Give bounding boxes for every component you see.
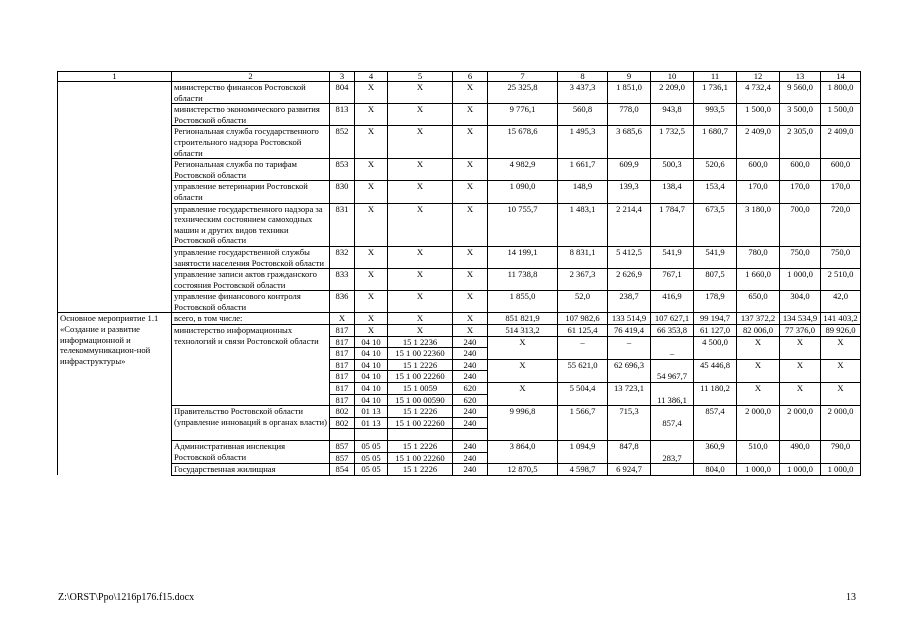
table-cell: 490,0 xyxy=(780,441,821,464)
table-cell: 5 412,5 xyxy=(608,246,651,268)
table-cell: 3 864,0 xyxy=(488,441,558,464)
table-cell: 1 500,0 xyxy=(821,104,861,126)
header-cell: 3 xyxy=(330,72,355,82)
table-cell: 54 967,7 xyxy=(651,359,694,382)
table-cell xyxy=(58,126,172,159)
table-cell: X xyxy=(780,336,821,359)
table-cell: X xyxy=(388,159,453,181)
table-cell: 836 xyxy=(330,291,355,313)
table-cell: 802 xyxy=(330,417,355,429)
table-cell: управление государственной службы занятости населения Ростовской области xyxy=(172,246,330,268)
table-row xyxy=(58,181,861,203)
table-cell: 720,0 xyxy=(821,203,861,246)
table-cell: 3 437,3 xyxy=(558,82,608,104)
table-cell xyxy=(58,159,172,181)
table-cell: 1 732,5 xyxy=(651,126,694,159)
table-cell: 61 125,4 xyxy=(558,325,608,337)
table-cell: 240 xyxy=(453,348,488,360)
table-cell: 61 127,0 xyxy=(694,325,737,337)
table-cell: 240 xyxy=(453,452,488,464)
table-cell: 45 446,8 xyxy=(694,359,737,382)
table-cell: 240 xyxy=(453,359,488,371)
table-cell: 134 534,9 xyxy=(780,313,821,325)
table-cell: 89 926,0 xyxy=(821,325,861,337)
header-cell: 9 xyxy=(608,72,651,82)
table-cell: X xyxy=(453,291,488,313)
table-cell: 15 1 2226 xyxy=(388,464,453,476)
table-cell: 15 1 0059 xyxy=(388,383,453,395)
header-cell: 6 xyxy=(453,72,488,82)
table-cell: 851 821,9 xyxy=(488,313,558,325)
table-cell: 857 xyxy=(330,452,355,464)
table-cell: X xyxy=(453,269,488,291)
table-cell: X xyxy=(453,82,488,104)
table-cell xyxy=(58,246,172,268)
table-cell: 138,4 xyxy=(651,181,694,203)
ministry-rows xyxy=(58,82,861,313)
table-cell: 767,1 xyxy=(651,269,694,291)
table-cell: X xyxy=(355,269,388,291)
table-cell: 05 05 xyxy=(355,464,388,476)
table-cell: 650,0 xyxy=(737,291,780,313)
table-cell xyxy=(330,429,355,441)
table-cell: 600,0 xyxy=(780,159,821,181)
measure-total-row xyxy=(58,313,861,325)
table-cell: X xyxy=(780,359,821,382)
table-cell: 76 419,4 xyxy=(608,325,651,337)
table-cell: 3 685,6 xyxy=(608,126,651,159)
table-cell xyxy=(58,104,172,126)
header-cell: 5 xyxy=(388,72,453,82)
table-cell: X xyxy=(737,336,780,359)
table-cell: 13 723,1 xyxy=(608,383,651,406)
table-cell: 99 194,7 xyxy=(694,313,737,325)
table-cell: X xyxy=(355,104,388,126)
table-cell: 1 661,7 xyxy=(558,159,608,181)
table-cell: 10 755,7 xyxy=(488,203,558,246)
table-cell: X xyxy=(488,383,558,406)
table-cell: 790,0 xyxy=(821,441,861,464)
table-cell: 11 738,8 xyxy=(488,269,558,291)
table-cell xyxy=(388,429,453,441)
table-cell: 15 1 2236 xyxy=(388,336,453,348)
table-cell: 1 784,7 xyxy=(651,203,694,246)
table-cell: 55 621,0 xyxy=(558,359,608,382)
table-cell: 600,0 xyxy=(737,159,780,181)
table-cell: 2 367,3 xyxy=(558,269,608,291)
footer-file-path: Z:\ORST\Ppo\1216p176.f15.docx xyxy=(58,592,195,603)
table-cell: 12 870,5 xyxy=(488,464,558,476)
table-cell: 360,9 xyxy=(694,441,737,464)
table-cell: 700,0 xyxy=(780,203,821,246)
agency-label: Правительство Ростовской области (управление инноваций в органах власти) xyxy=(172,406,330,441)
table-cell: 77 376,0 xyxy=(780,325,821,337)
table-cell: 04 10 xyxy=(355,336,388,348)
table-cell: 11 386,1 xyxy=(651,383,694,406)
table-cell: 107 982,6 xyxy=(558,313,608,325)
table-cell: 500,3 xyxy=(651,159,694,181)
table-cell: 830 xyxy=(330,181,355,203)
table-cell: 5 504,4 xyxy=(558,383,608,406)
table-cell: X xyxy=(388,104,453,126)
header-row xyxy=(58,72,861,82)
table-cell: 2 000,0 xyxy=(737,406,780,441)
table-cell: 15 678,6 xyxy=(488,126,558,159)
table-cell: 04 10 xyxy=(355,371,388,383)
table-cell: 831 xyxy=(330,203,355,246)
table-cell: 15 1 2226 xyxy=(388,359,453,371)
table-cell: X xyxy=(453,325,488,337)
table-cell: 943,8 xyxy=(651,104,694,126)
table-cell: 107 627,1 xyxy=(651,313,694,325)
table-cell: X xyxy=(488,359,558,382)
table-cell: 240 xyxy=(453,464,488,476)
table-cell: 2 626,9 xyxy=(608,269,651,291)
table-row xyxy=(58,325,861,337)
table-cell: 82 006,0 xyxy=(737,325,780,337)
measure-name: Основное мероприятие 1.1 «Создание и развитие информационной и телекоммуникацион-ной инфраструктуры» xyxy=(58,313,172,475)
table-cell: управление ветеринарии Ростовской области xyxy=(172,181,330,203)
measure-rows xyxy=(58,313,861,475)
table-cell: министерство экономического развития Ростовской области xyxy=(172,104,330,126)
table-cell: 1 483,1 xyxy=(558,203,608,246)
table-cell: X xyxy=(388,203,453,246)
table-cell: 857 xyxy=(330,441,355,453)
table-cell xyxy=(453,429,488,441)
table-cell: 66 353,8 xyxy=(651,325,694,337)
table-row xyxy=(58,126,861,159)
table-cell: 1 851,0 xyxy=(608,82,651,104)
table-cell: 541,9 xyxy=(651,246,694,268)
table-row xyxy=(58,406,861,418)
table-cell: X xyxy=(453,159,488,181)
table-cell: 283,7 xyxy=(651,441,694,464)
table-cell: 857,4 xyxy=(694,406,737,441)
table-cell: 1 090,0 xyxy=(488,181,558,203)
table-cell: X xyxy=(355,325,388,337)
table-row xyxy=(58,246,861,268)
table-cell: 832 xyxy=(330,246,355,268)
table-cell: 2 409,0 xyxy=(737,126,780,159)
table-cell: 4 982,9 xyxy=(488,159,558,181)
table-cell: 2 409,0 xyxy=(821,126,861,159)
header-cell: 12 xyxy=(737,72,780,82)
header-cell: 14 xyxy=(821,72,861,82)
table-cell: 4 732,4 xyxy=(737,82,780,104)
table-cell: 807,5 xyxy=(694,269,737,291)
table-cell: 141 403,2 xyxy=(821,313,861,325)
table-cell: 139,3 xyxy=(608,181,651,203)
table-cell: 541,9 xyxy=(694,246,737,268)
table-cell: 15 1 2226 xyxy=(388,406,453,418)
table-cell: 05 05 xyxy=(355,452,388,464)
table-cell: 15 1 00 00590 xyxy=(388,394,453,406)
header-cell: 11 xyxy=(694,72,737,82)
table-cell: X xyxy=(821,336,861,359)
table-cell: 1 680,7 xyxy=(694,126,737,159)
table-cell: X xyxy=(453,181,488,203)
table-cell: 600,0 xyxy=(821,159,861,181)
page-number: 13 xyxy=(846,592,856,603)
table-cell: X xyxy=(388,291,453,313)
table-cell: 817 xyxy=(330,325,355,337)
table-cell: 802 xyxy=(330,406,355,418)
table-cell: 416,9 xyxy=(651,291,694,313)
table-cell: 750,0 xyxy=(780,246,821,268)
table-cell: 1 000,0 xyxy=(780,464,821,476)
table-cell: 04 10 xyxy=(355,394,388,406)
table-cell: – xyxy=(651,336,694,359)
table-cell: 2 000,0 xyxy=(780,406,821,441)
table-cell: Государственная жилищная xyxy=(172,464,330,476)
table-cell: 4 500,0 xyxy=(694,336,737,359)
table-cell: 1 500,0 xyxy=(737,104,780,126)
table-cell: управление финансового контроля Ростовской области xyxy=(172,291,330,313)
table-cell: X xyxy=(330,313,355,325)
table-cell: Региональная служба по тарифам Ростовской области xyxy=(172,159,330,181)
table-cell: 14 199,1 xyxy=(488,246,558,268)
table-cell: 1 800,0 xyxy=(821,82,861,104)
table-cell: 9 776,1 xyxy=(488,104,558,126)
table-cell: 1 000,0 xyxy=(780,269,821,291)
table-cell: 2 510,0 xyxy=(821,269,861,291)
table-cell: X xyxy=(453,313,488,325)
table-cell: 9 996,8 xyxy=(488,406,558,441)
table-cell: X xyxy=(355,291,388,313)
header-cell: 13 xyxy=(780,72,821,82)
table-cell: 780,0 xyxy=(737,246,780,268)
table-cell: X xyxy=(355,246,388,268)
table-cell: 817 xyxy=(330,394,355,406)
table-row xyxy=(58,441,861,453)
budget-table xyxy=(57,71,861,476)
table-cell: 514 313,2 xyxy=(488,325,558,337)
budget-table-sheet xyxy=(57,71,860,476)
table-cell: 1 855,0 xyxy=(488,291,558,313)
table-cell: X xyxy=(388,325,453,337)
table-cell: X xyxy=(355,181,388,203)
table-cell: X xyxy=(388,126,453,159)
table-cell: 240 xyxy=(453,417,488,429)
table-cell: 1 566,7 xyxy=(558,406,608,441)
table-cell: 510,0 xyxy=(737,441,780,464)
table-cell: 560,8 xyxy=(558,104,608,126)
table-cell: X xyxy=(355,203,388,246)
table-cell: 238,7 xyxy=(608,291,651,313)
table-cell: 817 xyxy=(330,359,355,371)
table-cell: 3 180,0 xyxy=(737,203,780,246)
table-cell: X xyxy=(453,203,488,246)
table-cell: 1 736,1 xyxy=(694,82,737,104)
table-cell: Региональная служба государственного строительного надзора Ростовской области xyxy=(172,126,330,159)
header-cell: 2 xyxy=(172,72,330,82)
table-cell: 9 560,0 xyxy=(780,82,821,104)
table-cell: 11 180,2 xyxy=(694,383,737,406)
header-cell: 8 xyxy=(558,72,608,82)
table-cell: X xyxy=(453,246,488,268)
table-cell: 240 xyxy=(453,336,488,348)
table-cell: X xyxy=(821,383,861,406)
table-cell: 170,0 xyxy=(780,181,821,203)
agency-label: Административная инспекция Ростовской области xyxy=(172,441,330,464)
table-cell: 133 514,9 xyxy=(608,313,651,325)
table-cell: X xyxy=(388,82,453,104)
table-cell: 01 13 xyxy=(355,417,388,429)
header-cell: 1 xyxy=(58,72,172,82)
table-cell: 15 1 00 22260 xyxy=(388,452,453,464)
table-cell xyxy=(355,429,388,441)
table-cell: X xyxy=(488,336,558,359)
table-cell: 673,5 xyxy=(694,203,737,246)
table-cell: 178,9 xyxy=(694,291,737,313)
table-row xyxy=(58,291,861,313)
table-cell: 240 xyxy=(453,441,488,453)
table-cell: 04 10 xyxy=(355,348,388,360)
table-cell xyxy=(651,464,694,476)
table-cell: 804,0 xyxy=(694,464,737,476)
table-cell: 847,8 xyxy=(608,441,651,464)
table-cell: 62 696,3 xyxy=(608,359,651,382)
table-cell: 148,9 xyxy=(558,181,608,203)
table-cell: X xyxy=(453,126,488,159)
table-cell: 620 xyxy=(453,394,488,406)
table-cell: 170,0 xyxy=(821,181,861,203)
table-cell: 170,0 xyxy=(737,181,780,203)
table-cell: 817 xyxy=(330,348,355,360)
table-cell: 15 1 00 22260 xyxy=(388,371,453,383)
table-cell: X xyxy=(355,159,388,181)
table-cell: 01 13 xyxy=(355,406,388,418)
table-cell: 817 xyxy=(330,383,355,395)
table-cell: X xyxy=(780,383,821,406)
table-cell xyxy=(58,269,172,291)
table-cell: 2 000,0 xyxy=(821,406,861,441)
table-row xyxy=(58,82,861,104)
table-cell: 137 372,2 xyxy=(737,313,780,325)
table-cell: 857,4 xyxy=(651,406,694,441)
table-cell: 853 xyxy=(330,159,355,181)
table-cell xyxy=(58,82,172,104)
header-cell: 4 xyxy=(355,72,388,82)
table-cell: X xyxy=(388,269,453,291)
table-cell: 05 05 xyxy=(355,441,388,453)
table-cell xyxy=(58,181,172,203)
table-cell: X xyxy=(453,104,488,126)
table-cell: 6 924,7 xyxy=(608,464,651,476)
table-cell: 854 xyxy=(330,464,355,476)
table-row xyxy=(58,269,861,291)
table-cell: 2 214,4 xyxy=(608,203,651,246)
table-cell: 15 1 2226 xyxy=(388,441,453,453)
table-cell: X xyxy=(388,313,453,325)
table-cell: X xyxy=(355,313,388,325)
table-cell: X xyxy=(388,181,453,203)
table-cell: 750,0 xyxy=(821,246,861,268)
table-row xyxy=(58,104,861,126)
table-cell: 3 500,0 xyxy=(780,104,821,126)
table-cell: X xyxy=(388,246,453,268)
table-cell: 1 495,3 xyxy=(558,126,608,159)
header-cell: 7 xyxy=(488,72,558,82)
table-cell: 817 xyxy=(330,371,355,383)
table-cell: 817 xyxy=(330,336,355,348)
table-cell: управление государственного надзора за техническим состоянием самоходных машин и других видов техники Ростовской области xyxy=(172,203,330,246)
table-cell: 2 209,0 xyxy=(651,82,694,104)
table-cell: X xyxy=(737,383,780,406)
table-cell: 609,9 xyxy=(608,159,651,181)
table-row xyxy=(58,464,861,476)
table-cell: 04 10 xyxy=(355,383,388,395)
table-row xyxy=(58,203,861,246)
table-cell: всего, в том числе: xyxy=(172,313,330,325)
table-cell: – xyxy=(558,336,608,359)
table-cell: 833 xyxy=(330,269,355,291)
table-cell xyxy=(58,203,172,246)
table-cell: 25 325,8 xyxy=(488,82,558,104)
table-cell: 1 660,0 xyxy=(737,269,780,291)
table-cell: 1 000,0 xyxy=(737,464,780,476)
agency-label: министерство информационных технологий и связи Ростовской области xyxy=(172,325,330,406)
table-cell: X xyxy=(821,359,861,382)
table-cell: 4 598,7 xyxy=(558,464,608,476)
table-cell: 52,0 xyxy=(558,291,608,313)
table-row xyxy=(58,159,861,181)
table-cell: 04 10 xyxy=(355,359,388,371)
table-cell xyxy=(58,291,172,313)
table-cell: 42,0 xyxy=(821,291,861,313)
table-cell: 620 xyxy=(453,383,488,395)
table-cell: X xyxy=(355,126,388,159)
table-cell: 15 1 00 22260 xyxy=(388,417,453,429)
table-cell: 813 xyxy=(330,104,355,126)
table-cell: 240 xyxy=(453,371,488,383)
header-cell: 10 xyxy=(651,72,694,82)
table-cell: 2 305,0 xyxy=(780,126,821,159)
table-cell: 804 xyxy=(330,82,355,104)
table-cell: 715,3 xyxy=(608,406,651,441)
table-cell: 1 000,0 xyxy=(821,464,861,476)
table-cell: 993,5 xyxy=(694,104,737,126)
table-cell: управление записи актов гражданского состояния Ростовской области xyxy=(172,269,330,291)
table-cell: 15 1 00 22360 xyxy=(388,348,453,360)
table-cell: 520,6 xyxy=(694,159,737,181)
table-cell: 1 094,9 xyxy=(558,441,608,464)
table-cell: 8 831,1 xyxy=(558,246,608,268)
table-cell: X xyxy=(737,359,780,382)
table-cell: министерство финансов Ростовской области xyxy=(172,82,330,104)
table-cell: 153,4 xyxy=(694,181,737,203)
table-cell: 304,0 xyxy=(780,291,821,313)
table-cell: X xyxy=(355,82,388,104)
table-cell: 852 xyxy=(330,126,355,159)
table-cell: 778,0 xyxy=(608,104,651,126)
table-cell: – xyxy=(608,336,651,359)
table-cell: 240 xyxy=(453,406,488,418)
